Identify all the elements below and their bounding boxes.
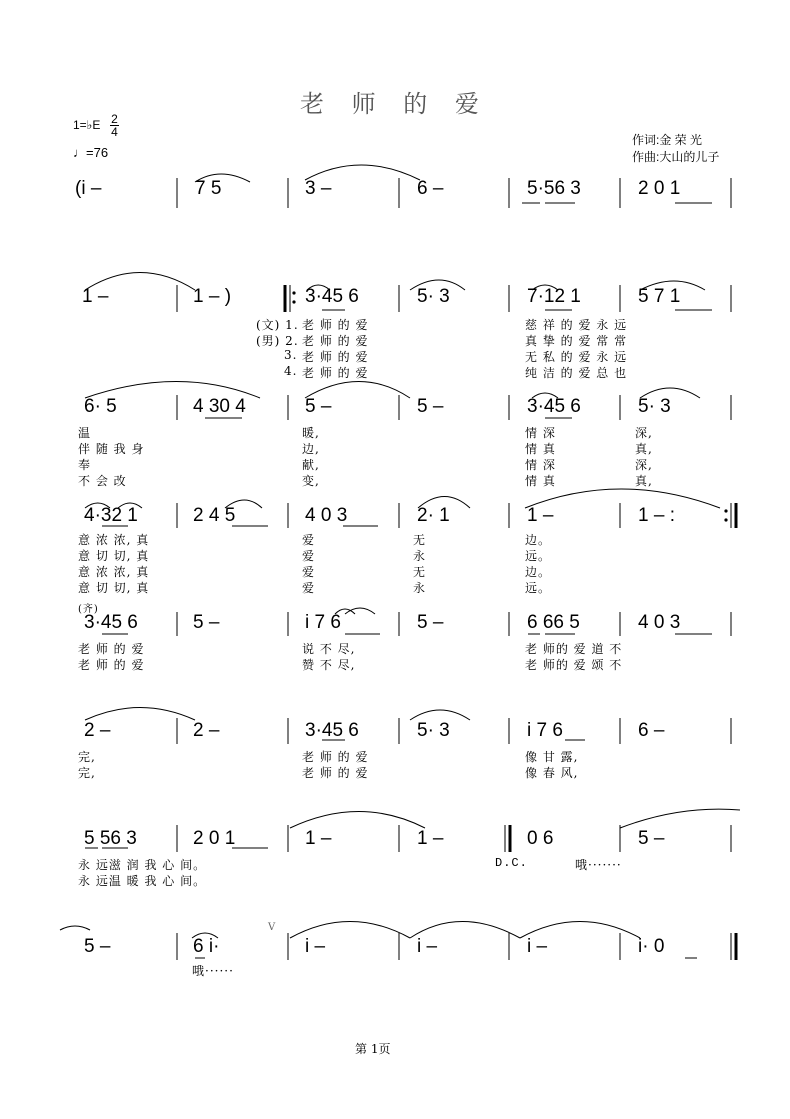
lyric-line: 爱 — [302, 533, 316, 547]
lyric-line: 老 师 的 爱 — [302, 350, 369, 364]
measure: (i – — [75, 178, 102, 199]
measure: 5 – — [84, 936, 111, 957]
lyric-line: 深, — [635, 426, 653, 440]
measure: 1 – — [417, 828, 444, 849]
measure: 3 – — [305, 178, 332, 199]
verse-prefix: (男) 2. — [256, 334, 299, 348]
tempo-marking: ♩=76 — [73, 145, 109, 160]
measure: 1 – — [305, 828, 332, 849]
measure: 4 0 3 — [638, 612, 681, 633]
repeat-dots — [292, 291, 727, 521]
measure: 4·32 1 — [84, 505, 138, 526]
measure: 3·45 6 — [84, 612, 138, 633]
lyric-line: 边。 — [525, 565, 552, 579]
measure: 4 0 3 — [305, 505, 348, 526]
measure: 5 7 1 — [638, 286, 681, 307]
verse-prefix: (文) 1. — [256, 318, 299, 332]
barlines-system-5 — [177, 612, 731, 636]
measure: 1 – — [527, 505, 554, 526]
lyric-line: 永 远温 暖 我 心 间。 — [78, 874, 207, 888]
barlines-system-2 — [177, 285, 731, 312]
measure: i· 0 — [638, 936, 665, 957]
measure: 0 6 — [527, 828, 554, 849]
measure: 6· 5 — [84, 396, 117, 417]
lyric-line: 奉 — [78, 458, 92, 472]
lyric-line: 无 — [413, 533, 427, 547]
measure: 5 – — [193, 612, 220, 633]
lyric-line: 永 远滋 润 我 心 间。 — [78, 858, 207, 872]
breath-mark: V — [268, 922, 277, 933]
lyric-line: 老 师 的 爱 — [78, 658, 145, 672]
measure: 5· 3 — [638, 396, 671, 417]
lyric-line: 老 师 的 爱 — [302, 750, 369, 764]
lyric-line: 哦······ — [192, 964, 234, 978]
page-number: 第 1页 — [355, 1042, 391, 1056]
da-capo-mark: D.C. — [495, 856, 528, 870]
lyric-line: 永 — [413, 549, 427, 563]
lyric-line: 情 深 — [525, 458, 556, 472]
barlines-system-1 — [177, 178, 731, 208]
lyric-line: 无 私 的 爱 永 远 — [525, 350, 628, 364]
lyric-line: 温 — [78, 426, 92, 440]
lyric-line: 像 春 风, — [525, 766, 579, 780]
lyric-line: 献, — [302, 458, 320, 472]
lyric-line: 无 — [413, 565, 427, 579]
measure: 5 56 3 — [84, 828, 137, 849]
lyric-line: 永 — [413, 581, 427, 595]
lyricist-credit: 作词:金 荣 光 — [632, 133, 703, 147]
lyric-line: 老 师 的 爱 — [78, 642, 145, 656]
measure: 5· 3 — [417, 720, 450, 741]
lyric-line: 老 师 的 爱 — [302, 318, 369, 332]
time-bottom: 4 — [111, 125, 118, 139]
measure: 6 – — [417, 178, 444, 199]
measure: 5 – — [305, 396, 332, 417]
lyric-line: 赞 不 尽, — [302, 658, 356, 672]
slurs — [60, 165, 740, 938]
barlines-system-3 — [177, 395, 731, 420]
measure: 4 30 4 — [193, 396, 246, 417]
key-label: 1=♭E — [73, 118, 101, 132]
measure: 2 – — [193, 720, 220, 741]
barlines-system-8 — [177, 933, 736, 960]
lyric-line: 远。 — [525, 549, 552, 563]
measure: 3·45 6 — [305, 286, 359, 307]
measure: 7 5 — [195, 178, 222, 199]
lyric-line: 情 深 — [525, 426, 556, 440]
measure: 1 – ) — [193, 286, 232, 307]
measure: i 7 6 — [305, 612, 341, 633]
time-top: 2 — [111, 112, 118, 126]
lyric-line: 老 师的 爱 道 不 — [525, 642, 623, 656]
lyric-line: 意 切 切, 真 — [78, 549, 150, 563]
lyric-line: 不 会 改 — [78, 474, 127, 488]
measure: 5 – — [417, 612, 444, 633]
lyric-line: 纯 洁 的 爱 总 也 — [525, 366, 628, 380]
lyric-line: 真, — [635, 442, 653, 456]
lyric-line: 边, — [302, 442, 320, 456]
measure: 6 i· — [193, 936, 220, 957]
lyric-line: 慈 祥 的 爱 永 远 — [525, 318, 628, 332]
lyric-line: 暖, — [302, 426, 320, 440]
measure: 3·45 6 — [527, 396, 581, 417]
lyric-line: 意 浓 浓, 真 — [78, 565, 150, 579]
lyric-line: 完, — [78, 766, 96, 780]
lyric-line: 爱 — [302, 565, 316, 579]
measure: 6 66 5 — [527, 612, 580, 633]
lyric-line: 真, — [635, 474, 653, 488]
lyric-line: 意 浓 浓, 真 — [78, 533, 150, 547]
measure: 2 0 1 — [193, 828, 236, 849]
measure: 2 0 1 — [638, 178, 681, 199]
verse-prefix: 3. — [284, 348, 298, 362]
page-title: 老 师 的 爱 — [300, 90, 489, 118]
measure: i 7 6 — [527, 720, 563, 741]
lyric-line: 深, — [635, 458, 653, 472]
measure: 1 – — [82, 286, 109, 307]
measure: i – — [305, 936, 326, 957]
measure: 6 – — [638, 720, 665, 741]
barlines-system-6 — [177, 718, 731, 744]
lyric-line: 远。 — [525, 581, 552, 595]
lyric-line: 边。 — [525, 533, 552, 547]
lyric-line: 变, — [302, 474, 320, 488]
lyric-line: 像 甘 露, — [525, 750, 579, 764]
measure: i – — [527, 936, 548, 957]
lyric-line: 爱 — [302, 549, 316, 563]
lyric-line: 老 师的 爱 颂 不 — [525, 658, 623, 672]
measure: 2 – — [84, 720, 111, 741]
measure: 2 4 5 — [193, 505, 236, 526]
lyric-line: 爱 — [302, 581, 316, 595]
lyric-line: 意 切 切, 真 — [78, 581, 150, 595]
verse-prefix: 4. — [284, 364, 298, 378]
lyric-line: 老 师 的 爱 — [302, 334, 369, 348]
lyric-line: 真 挚 的 爱 常 常 — [525, 334, 628, 348]
lyric-line: 完, — [78, 750, 96, 764]
measure: 5 – — [417, 396, 444, 417]
measure: 3·45 6 — [305, 720, 359, 741]
measure: 5·56 3 — [527, 178, 581, 199]
lyric-line: 情 真 — [525, 442, 556, 456]
measure: 5· 3 — [417, 286, 450, 307]
measure: 5 – — [638, 828, 665, 849]
lyric-line: 老 师 的 爱 — [302, 366, 369, 380]
lyric-line: 说 不 尽, — [302, 642, 356, 656]
lyric-line: 老 师 的 爱 — [302, 766, 369, 780]
lyric-line: 伴 随 我 身 — [78, 442, 145, 456]
composer-credit: 作曲:大山的儿子 — [632, 150, 720, 164]
measure: 7·12 1 — [527, 286, 581, 307]
measure: 2· 1 — [417, 505, 450, 526]
measure: 1 – : — [638, 505, 675, 526]
lyric-line: 哦······· — [575, 858, 622, 872]
lyric-line: 情 真 — [525, 474, 556, 488]
unison-marker: (齐) — [78, 604, 99, 615]
measure: i – — [417, 936, 438, 957]
